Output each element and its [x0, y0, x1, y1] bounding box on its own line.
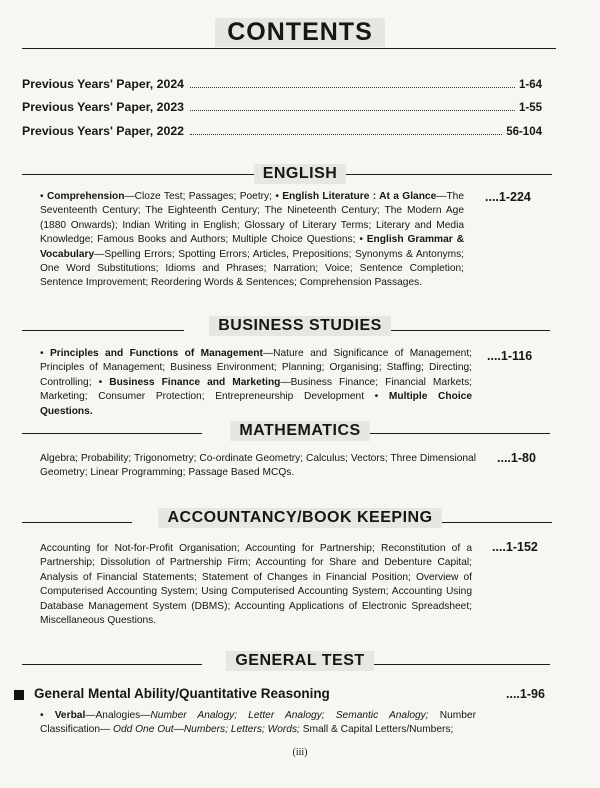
section-heading-mathematics: MATHEMATICS — [0, 421, 600, 441]
dot-leader — [190, 86, 515, 88]
business-topics: • Principles and Functions of Management—Nature and Significance of Management; Principles of Management; Business Environment; Planning; Organising; Staffing; Directing; Controlling; • Business Finance and Marketing—Business Finance; Financial Markets; Marketing; Consumer Protection; Entrepreneurship Development • Multiple Choice Questions. — [40, 348, 472, 417]
paper-label: Previous Years' Paper, 2024 — [22, 77, 184, 91]
section-heading-english: ENGLISH — [0, 164, 600, 184]
dot-leader — [190, 109, 515, 111]
business-page-range: ....1-116 — [487, 349, 533, 363]
dot-leader — [190, 133, 502, 135]
section-heading-business: BUSINESS STUDIES — [0, 316, 600, 336]
mathematics-topics: Algebra; Probability; Trigonometry; Co-ordinate Geometry; Calculus; Vectors; Three Dimensional Geometry; Linear Programming; Passage Based MCQs. — [40, 453, 476, 479]
section-heading-general: GENERAL TEST — [0, 651, 600, 671]
general-subheading: General Mental Ability/Quantitative Reasoning — [34, 686, 330, 701]
page-title — [0, 18, 600, 47]
paper-pages: 1-55 — [518, 102, 542, 114]
previous-paper-row — [22, 124, 542, 138]
section-heading-accountancy: ACCOUNTANCY/BOOK KEEPING — [0, 508, 600, 528]
paper-pages: 56-104 — [506, 126, 542, 138]
english-page-range: ....1-224 — [485, 190, 531, 204]
page-number: (iii) — [292, 747, 308, 758]
accountancy-page-range: ....1-152 — [492, 540, 538, 554]
previous-paper-row — [22, 77, 542, 91]
mathematics-page-range: ....1-80 — [497, 451, 536, 465]
paper-pages: 1-64 — [518, 79, 542, 91]
square-bullet-icon — [14, 690, 24, 700]
english-topics: • Comprehension—Cloze Test; Passages; Poetry; • English Literature : At a Glance—The Seventeenth Century; The Eighteenth Century; The Nineteenth Century; The Modern Age (1880 Onwards); Indian Writing in English; Glossary of Literary Terms; Literary and Media Knowledge; Famous Books and Authors; Multiple Choice Questions; • English Grammar & Vocabulary—Spelling Errors; Spotting Errors; Articles, Prepositions; Synonyms & Antonyms; One Word Substitutions; Idioms and Phrases; Narration; Voice; Sentence Completion; Sentence Improvement; Reordering Words & Sentences; Comprehension Passages. — [40, 191, 464, 289]
paper-label: Previous Years' Paper, 2022 — [22, 124, 184, 138]
paper-label: Previous Years' Paper, 2023 — [22, 100, 184, 114]
title-underline — [22, 48, 556, 49]
contents-title: CONTENTS — [215, 18, 385, 47]
general-page-range: ....1-96 — [506, 687, 545, 701]
general-topics: • Verbal—Analogies—Number Analogy; Letter Analogy; Semantic Analogy; Number Classification— Odd One Out—Numbers; Letters; Words; Small & Capital Letters/Numbers; — [40, 710, 476, 736]
previous-paper-row — [22, 100, 542, 114]
accountancy-topics: Accounting for Not-for-Profit Organisation; Accounting for Partnership; Reconstitution of a Partnership; Dissolution of Partnership Firm; Accounting for Share and Debenture Capital; Analysis of Financial Statements; Statement of Changes in Financial Position; Overview of Computerised Accounting System; Using Computerised Accounting System; Accounting Using Database Management System (DBMS); Accounting Applications of Electronic Spreadsheet; Miscellaneous Questions. — [40, 543, 472, 627]
